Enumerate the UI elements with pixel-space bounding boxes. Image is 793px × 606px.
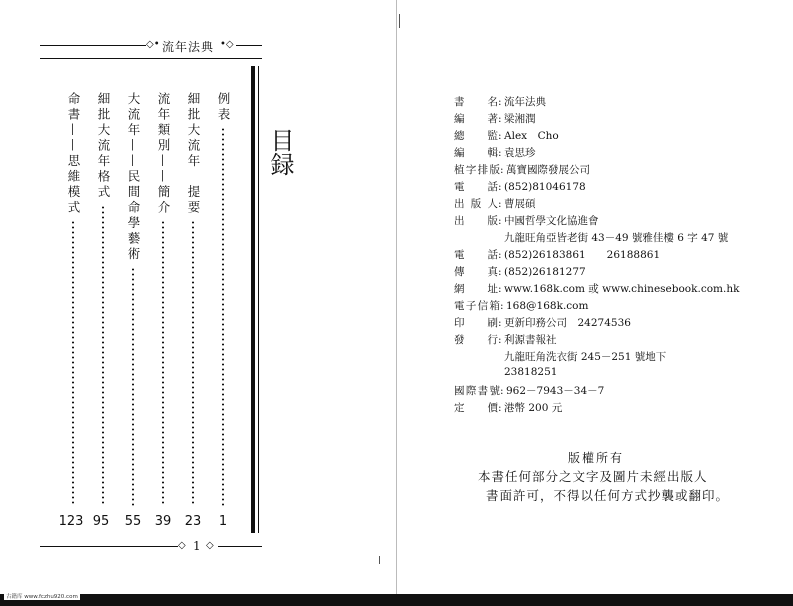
colophon-value: 168@168k.com bbox=[506, 300, 589, 312]
colophon-label: 書 名 bbox=[454, 96, 498, 108]
toc-page-number: 55 bbox=[124, 514, 142, 529]
footer-ornament-left: ◇ bbox=[178, 540, 186, 551]
colophon-label: 電 話 bbox=[454, 181, 498, 193]
colophon-value: 962－7943－34－7 bbox=[506, 385, 605, 397]
toc-leader-dots bbox=[102, 205, 104, 507]
toc-entry-title: 例表 bbox=[216, 92, 231, 123]
header-ornament-left: ◇• bbox=[146, 39, 160, 50]
colophon-label: 電 話 bbox=[454, 249, 498, 261]
colophon-row bbox=[504, 366, 557, 378]
colophon-row: 書 名: 流年法典 bbox=[454, 96, 546, 108]
header-ornament-right: •◇ bbox=[220, 39, 234, 50]
colophon-value: 港幣 200 元 bbox=[504, 402, 563, 414]
colophon-value: Alex Cho bbox=[504, 130, 559, 142]
scan-bottom-edge bbox=[0, 594, 793, 606]
book-spine bbox=[396, 0, 397, 606]
colophon-label: 發 行 bbox=[454, 334, 498, 346]
colophon-row: 編 著: 梁湘潤 bbox=[454, 113, 536, 125]
colophon-label: 定 價 bbox=[454, 402, 498, 414]
toc-entry-title: 細批大流年 提要 bbox=[186, 92, 201, 216]
colophon-value: 九龍旺角亞皆老街 43－49 號雅佳樓 6 字 47 號 bbox=[504, 232, 729, 244]
toc-entry[interactable] bbox=[124, 92, 142, 512]
toc-entry[interactable] bbox=[214, 92, 232, 512]
colophon-value: www.168k.com 或 www.chinesebook.com.hk bbox=[504, 283, 740, 295]
colophon-value: 流年法典 bbox=[504, 96, 546, 108]
toc-entry-title: 流年類別——簡介 bbox=[156, 92, 171, 216]
header-rule-right bbox=[236, 45, 262, 46]
colophon-label: 傳 真 bbox=[454, 266, 498, 278]
toc-page-number: 39 bbox=[154, 514, 172, 529]
toc-entry[interactable] bbox=[154, 92, 172, 512]
toc-page-number: 23 bbox=[184, 514, 202, 529]
colophon-row bbox=[504, 349, 666, 364]
colophon-label: 印 刷 bbox=[454, 317, 498, 329]
colophon-value: (852)26183861 26188861 bbox=[504, 249, 661, 261]
scan-speck bbox=[379, 556, 380, 564]
toc-leader-dots bbox=[222, 127, 224, 506]
toc-leader-dots bbox=[162, 220, 164, 506]
colophon-label: 編 著 bbox=[454, 113, 498, 125]
toc-entry-title: 大流年——民間命學藝術 bbox=[126, 92, 141, 263]
toc-heading: 目録 bbox=[266, 128, 294, 176]
colophon-label: 編 輯 bbox=[454, 147, 498, 159]
header-underline bbox=[40, 58, 262, 59]
colophon-value: (852)26181277 bbox=[504, 266, 586, 278]
header-title: 流年法典 bbox=[162, 40, 215, 54]
colophon-value: 梁湘潤 bbox=[504, 113, 536, 125]
colophon-row: 國際書號: 962－7943－34－7 bbox=[454, 385, 605, 397]
colophon-label: 網 址 bbox=[454, 283, 498, 295]
toc-leader-dots bbox=[72, 220, 74, 506]
colophon-label: 出 版 bbox=[454, 215, 498, 227]
colophon-row: 出版人: 曹展碩 bbox=[454, 198, 536, 210]
colophon-value: 萬寶國際發展公司 bbox=[506, 164, 590, 176]
colophon-value: 更新印務公司 24274536 bbox=[504, 317, 631, 329]
footer-ornament-right: ◇ bbox=[206, 540, 214, 551]
colophon-row bbox=[504, 230, 728, 245]
colophon-label: 植字排版 bbox=[454, 164, 500, 176]
left-page bbox=[0, 0, 396, 606]
colophon-value: 袁思珍 bbox=[504, 147, 536, 159]
toc-page-number: 1 bbox=[218, 514, 228, 529]
toc-page-number: 123 bbox=[58, 514, 84, 529]
colophon-row: 網 址: www.168k.com 或 www.chinesebook.com.hk bbox=[454, 283, 740, 295]
colophon-value: 九龍旺角洗衣街 245－251 號地下 bbox=[504, 351, 667, 363]
watermark: 古籍库 www.fczhu920.com bbox=[6, 594, 78, 600]
scan-speck bbox=[399, 14, 400, 28]
colophon-row: 電子信箱: 168@168k.com bbox=[454, 300, 589, 312]
colophon-row: 電 話: (852)81046178 bbox=[454, 181, 586, 193]
footer-rule-left bbox=[40, 546, 178, 547]
colophon-value: 23818251 bbox=[504, 366, 558, 378]
colophon-label: 總 監 bbox=[454, 130, 498, 142]
colophon-row: 發 行: 利源書報社 bbox=[454, 334, 557, 346]
toc-leader-dots bbox=[132, 267, 134, 507]
colophon-label: 出版人 bbox=[454, 198, 498, 210]
toc-entry-title: 命書——思維模式 bbox=[66, 92, 81, 216]
colophon-row: 傳 真: (852)26181277 bbox=[454, 266, 586, 278]
colophon-row: 電 話: (852)26183861 26188861 bbox=[454, 249, 661, 261]
toc-leader-dots bbox=[192, 220, 194, 506]
colophon-value: (852)81046178 bbox=[504, 181, 586, 193]
colophon-row: 編 輯: 袁思珍 bbox=[454, 147, 536, 159]
colophon-row: 印 刷: 更新印務公司 24274536 bbox=[454, 317, 631, 329]
toc-entry[interactable] bbox=[184, 92, 202, 512]
colophon-row: 植字排版: 萬寶國際發展公司 bbox=[454, 164, 590, 176]
colophon-value: 利源書報社 bbox=[504, 334, 557, 346]
colophon-label: 電子信箱 bbox=[454, 300, 500, 312]
toc-entry-title: 細批大流年格式 bbox=[96, 92, 111, 201]
toc-page-number: 95 bbox=[92, 514, 110, 529]
colophon-row: 出 版: 中國哲學文化協進會 bbox=[454, 215, 599, 227]
copyright-line: 本書任何部分之文字及圖片未經出版人 bbox=[478, 469, 708, 484]
colophon-row: 總 監: Alex Cho bbox=[454, 130, 559, 142]
colophon-value: 中國哲學文化協進會 bbox=[504, 215, 599, 227]
colophon-value: 曹展碩 bbox=[504, 198, 536, 210]
colophon-label: 國際書號 bbox=[454, 385, 500, 397]
footer-rule-right bbox=[218, 546, 262, 547]
copyright-title: 版權所有 bbox=[568, 451, 625, 465]
footer-page-number: 1 bbox=[193, 539, 201, 553]
header-rule-left bbox=[40, 45, 146, 46]
colophon-row: 定 價: 港幣 200 元 bbox=[454, 402, 563, 414]
copyright-line: 書面許可，不得以任何方式抄襲或翻印。 bbox=[486, 488, 730, 503]
toc-entry[interactable] bbox=[94, 92, 112, 512]
toc-entry[interactable] bbox=[64, 92, 82, 512]
